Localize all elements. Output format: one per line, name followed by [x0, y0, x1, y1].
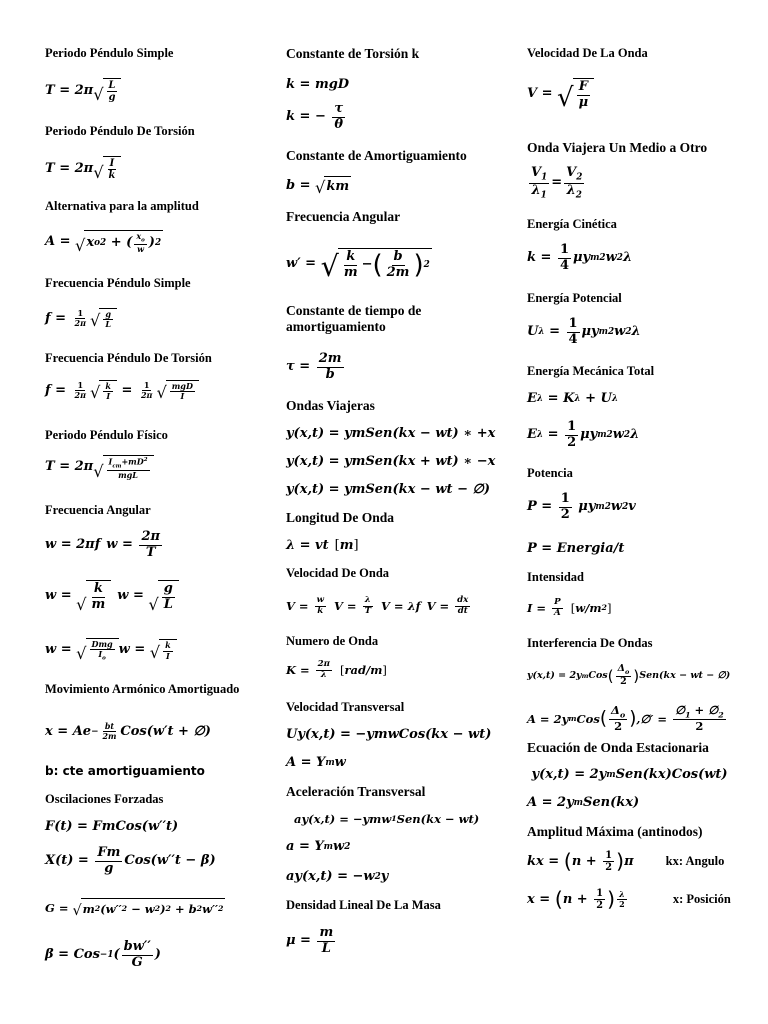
formula-potencia-1: P = 1 2 μy m 2 w 2 v: [527, 491, 636, 522]
formula-energia-potencial: U λ = 1 4 μy m 2 w 2 λ: [527, 316, 641, 347]
formula-energia-mecanica-2: E λ = 1 2 μy m 2 w 2 λ: [527, 419, 640, 450]
formula-longitud-onda: λ = vt [ m ]: [286, 538, 359, 553]
heading-periodo-pendulo-fisico: Periodo Péndulo Físico: [45, 428, 168, 442]
formula-onda-medio-otro: $V_1$ $\lambda_1$ = $V_2$ $\lambda_2$: [531, 165, 583, 201]
heading-aceleracion-transversal: Aceleración Transversal: [286, 784, 426, 799]
formula-aceleracion-transversal: ay(x,t) = −ymw 1 Sen(kx − wt): [286, 812, 480, 826]
formula-antinodo-angulo: kx = ( n + 1 2 ) π kx: Angulo: [527, 849, 725, 874]
formula-potencia-2: P = Energia/t: [527, 541, 625, 556]
heading-frecuencia-angular-1: Frecuencia Angular: [45, 503, 151, 517]
heading-frecuencia-angular-2: Frecuencia Angular: [286, 209, 401, 224]
formula-energia-mecanica-1: E λ = K λ + U λ: [527, 391, 619, 406]
heading-ecuacion-estacionaria: Ecuación de Onda Estacionaria: [527, 740, 709, 755]
heading-constante-tiempo: Constante de tiempo de amortiguamiento: [286, 303, 422, 334]
formula-frecuencia-pendulo-torsion: f = 1 2π √ k I = 1 2π √ mgD I: [45, 380, 199, 402]
heading-energia-cinetica: Energía Cinética: [527, 217, 617, 231]
heading-velocidad-onda: Velocidad De Onda: [286, 566, 390, 580]
formula-velocidad-onda: V = w k V = λ T V = λf V = dx dt: [286, 595, 469, 616]
heading-velocidad-transversal: Velocidad Transversal: [286, 700, 405, 714]
formula-onda-viajera-3: y(x,t) = ymSen(kx − wt − ∅): [286, 482, 490, 497]
heading-periodo-pendulo-simple: Periodo Péndulo Simple: [45, 46, 174, 60]
heading-interferencia: Interferencia De Ondas: [527, 636, 653, 650]
formula-fuerza: F(t) = FmCos(w′′t): [45, 819, 179, 834]
formula-constante-torsion-2: k = − τ θ: [286, 101, 344, 132]
heading-intensidad: Intensidad: [527, 570, 584, 584]
formula-numero-onda: K = 2π λ [ rad/m ]: [286, 659, 387, 680]
formula-frecuencia-angular-3: w = √ Dmg $I_o$ w = √ k I: [45, 638, 177, 662]
heading-ondas-viajeras: Ondas Viajeras: [286, 398, 375, 413]
heading-frecuencia-pendulo-torsion: Frecuencia Péndulo De Torsión: [45, 351, 212, 365]
heading-onda-medio-otro: Onda Viajera Un Medio a Otro: [527, 140, 708, 155]
formula-frecuencia-pendulo-simple: f = 1 2π √ g L: [45, 308, 117, 330]
formula-frecuencia-angular-amortiguada: w′ = √ k m − ( b 2m ) 2: [286, 249, 430, 284]
formula-onda-viajera-2: y(x,t) = ymSen(kx + wt) ∗ −x: [286, 454, 496, 469]
formula-velocidad-transversal: Uy(x,t) = −ymwCos(kx − wt): [286, 727, 492, 742]
heading-potencia: Potencia: [527, 466, 573, 480]
formula-antinodo-posicion: x = ( n + 1 2 ) λ 2 x: Posición: [527, 887, 731, 912]
formula-frecuencia-angular-1: w = 2πf w = 2π T: [45, 529, 160, 560]
formula-interferencia-2: A = 2y m Cos ( $\Delta_o$ 2 ) ,∅′ = $\emptyset_1$ + $\emptyset_2$ 2: [527, 703, 724, 734]
formula-amplitud: A = √ x o 2 + ( $x_o$ w ) 2: [45, 231, 162, 255]
label-x-posicion: x: Posición: [672, 892, 731, 907]
formula-amplitud-estacionaria: A = 2y m Sen(kx): [527, 795, 640, 810]
formula-onda-viajera-1: y(x,t) = ymSen(kx − wt) ∗ +x: [286, 426, 496, 441]
heading-alternativa-amplitud: Alternativa para la amplitud: [45, 199, 199, 213]
formula-intensidad: I = P A [ w/m 2 ]: [527, 597, 612, 618]
formula-beta: β = Cos −1 ( bw′′ G ): [45, 939, 161, 970]
formula-frecuencia-angular-2: w = √ k m w = √ g L: [45, 580, 179, 613]
formula-interferencia-1: y(x,t) = 2y m Cos ( $\Delta_o$ 2 ) Sen(kx − wt − ∅): [527, 663, 731, 688]
heading-movimiento-armonico: Movimiento Armónico Amortiguado: [45, 682, 240, 696]
heading-amplitud-maxima: Amplitud Máxima (antinodos): [527, 824, 703, 839]
heading-constante-torsion: Constante de Torsión k: [286, 46, 420, 61]
formula-periodo-pendulo-torsion: T = 2π √ I k: [45, 156, 121, 181]
formula-constante-tiempo: τ = 2m b: [286, 351, 342, 382]
formula-velocidad-cuerda: V = √ F μ: [527, 78, 594, 111]
formula-g: G = √ m 2 (w′′ 2 − w 2 ) 2 + b 2 w′′ 2: [45, 898, 225, 918]
formula-periodo-pendulo-simple: T = 2π √ L g: [45, 78, 121, 103]
heading-energia-mecanica: Energía Mecánica Total: [527, 364, 655, 378]
formula-desplazamiento-forzado: X(t) = Fm g Cos(w′′t − β): [45, 845, 216, 876]
heading-oscilaciones-forzadas: Oscilaciones Forzadas: [45, 792, 164, 806]
formula-onda-estacionaria: y(x,t) = 2y m Sen(kx)Cos(wt): [527, 767, 728, 782]
heading-periodo-pendulo-torsion: Periodo Péndulo De Torsión: [45, 124, 195, 138]
formula-aceleracion-maxima: a = Y m w 2: [286, 839, 351, 854]
formula-periodo-pendulo-fisico: T = 2π √ $I_{cm}+mD^2$ mgL: [45, 455, 154, 480]
formula-constante-amortiguamiento: b = √ km: [286, 177, 350, 197]
heading-constante-amortiguamiento: Constante de Amortiguamiento: [286, 148, 467, 163]
heading-densidad-lineal: Densidad Lineal De La Masa: [286, 898, 441, 912]
heading-longitud-onda: Longitud De Onda: [286, 510, 395, 525]
formula-energia-cinetica: k = 1 4 μy m 2 w 2 λ: [527, 242, 633, 273]
label-kx-angulo: kx: Angulo: [665, 854, 725, 869]
formula-aceleracion-posicion: ay(x,t) = −w 2 y: [286, 869, 389, 884]
heading-frecuencia-pendulo-simple: Frecuencia Péndulo Simple: [45, 276, 191, 290]
formula-densidad-lineal: μ = m L: [286, 925, 334, 956]
heading-numero-onda: Numero de Onda: [286, 634, 379, 648]
note-cte-amortiguamiento: b: cte amortiguamiento: [45, 764, 205, 778]
heading-velocidad-de-la-onda: Velocidad De La Onda: [527, 46, 648, 60]
formula-constante-torsion-1: k = mgD: [286, 77, 350, 92]
heading-energia-potencial: Energía Potencial: [527, 291, 622, 305]
formula-movimiento-amortiguado: x = Ae − $\frac{bt}{2m}$ Cos(w′t + ∅): [45, 722, 211, 742]
formula-velocidad-maxima: A = Y m w: [286, 755, 346, 770]
